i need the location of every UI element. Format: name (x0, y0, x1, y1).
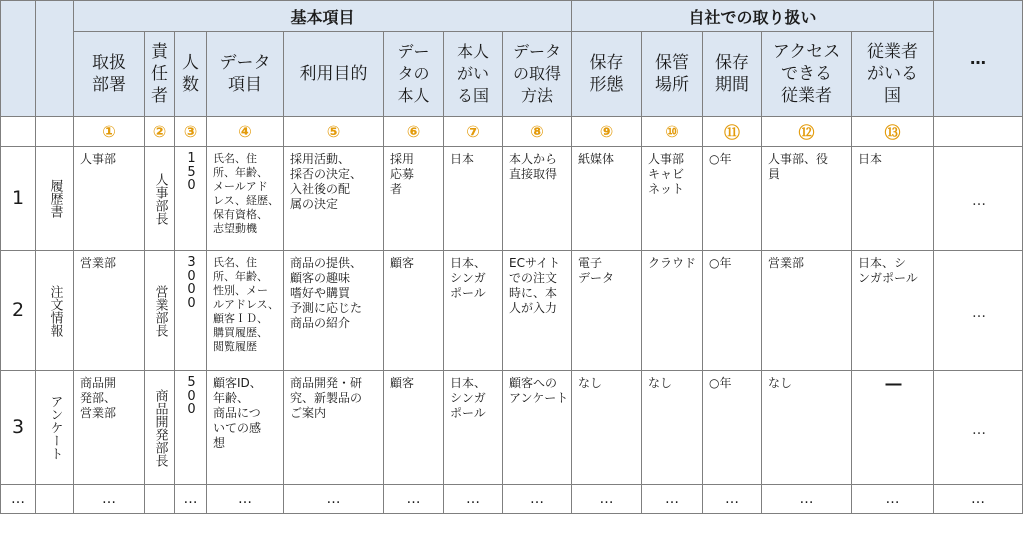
ellipsis-cell: … (852, 485, 934, 514)
col-header-access: アクセス できる 従業者 (762, 32, 852, 117)
more-columns: … (934, 1, 1023, 117)
col-number: ⑨ (572, 117, 642, 147)
cell-emp-country: 日本、シ ンガポール (852, 251, 934, 371)
cell-access: 営業部 (762, 251, 852, 371)
cell-more: … (934, 371, 1023, 485)
cell-dept: 営業部 (74, 251, 145, 371)
col-header-owner: 責 任 者 (145, 32, 175, 117)
column-number-row (1, 117, 1023, 147)
owner-text: 人事部長 (152, 172, 168, 225)
ellipsis-row (1, 485, 1023, 514)
col-number: ⑥ (384, 117, 444, 147)
cell-owner (145, 371, 175, 485)
cell-dept: 人事部 (74, 147, 145, 251)
cell-purpose: 商品開発・研 究、新製品の ご案内 (284, 371, 384, 485)
cell-form: 電子 データ (572, 251, 642, 371)
ellipsis-cell: … (762, 485, 852, 514)
cell-items: 氏名、住 所、年齢、 性別、メー ルアドレス、 顧客ＩＤ、 購買履歴、 閲覧履歴 (207, 251, 284, 371)
corner-cell (1, 1, 36, 117)
col-header-subject: デー タの 本人 (384, 32, 444, 117)
col-number: ⑦ (444, 117, 503, 147)
cell-count: 1 5 0 (175, 147, 207, 251)
ellipsis-cell: … (1, 485, 36, 514)
ellipsis-cell: … (503, 485, 572, 514)
row-name: アンケート (47, 395, 63, 460)
row-name-cell (36, 147, 74, 251)
blank-cell (36, 117, 74, 147)
cell-place: 人事部 キャビ ネット (642, 147, 703, 251)
blank-cell (934, 117, 1023, 147)
cell-emp-country: 日本 (852, 147, 934, 251)
col-number: ② (145, 117, 175, 147)
group-internal-handling: 自社での取り扱い (572, 1, 934, 32)
owner-text: 商品開発部長 (152, 388, 168, 467)
cell-access: 人事部、役 員 (762, 147, 852, 251)
cell-period: ○年 (703, 147, 762, 251)
cell-period: ○年 (703, 251, 762, 371)
cell-method: 顧客への アンケート (503, 371, 572, 485)
cell-more: … (934, 147, 1023, 251)
cell-place: クラウド (642, 251, 703, 371)
ellipsis-cell: … (284, 485, 384, 514)
ellipsis-cell: … (934, 485, 1023, 514)
cell-emp-country: ― (852, 371, 934, 485)
table-row (1, 371, 1023, 485)
column-header-row (1, 32, 1023, 117)
ellipsis-cell (36, 485, 74, 514)
row-name-cell (36, 371, 74, 485)
col-number: ⑧ (503, 117, 572, 147)
cell-purpose: 採用活動、 採否の決定、 入社後の配 属の決定 (284, 147, 384, 251)
cell-more: … (934, 251, 1023, 371)
table-row (1, 251, 1023, 371)
ellipsis-cell: … (703, 485, 762, 514)
col-number: ⑪ (703, 117, 762, 147)
col-header-purpose: 利用目的 (284, 32, 384, 117)
cell-access: なし (762, 371, 852, 485)
cell-form: なし (572, 371, 642, 485)
cell-owner (145, 147, 175, 251)
cell-method: ECサイト での注文 時に、本 人が入力 (503, 251, 572, 371)
cell-country: 日本、 シンガ ポール (444, 371, 503, 485)
cell-form: 紙媒体 (572, 147, 642, 251)
group-header-row (1, 1, 1023, 32)
col-number: ⑫ (762, 117, 852, 147)
row-number: 2 (1, 251, 36, 371)
table-row (1, 147, 1023, 251)
ellipsis-cell (145, 485, 175, 514)
col-number: ③ (175, 117, 207, 147)
cell-items: 氏名、住 所、年齢、 メールアド レス、経歴、 保有資格、 志望動機 (207, 147, 284, 251)
row-number: 1 (1, 147, 36, 251)
ellipsis-cell: … (207, 485, 284, 514)
ellipsis-cell: … (175, 485, 207, 514)
cell-subject: 採用 応募 者 (384, 147, 444, 251)
col-header-method: データ の取得 方法 (503, 32, 572, 117)
cell-method: 本人から 直接取得 (503, 147, 572, 251)
ellipsis-cell: … (642, 485, 703, 514)
blank-cell (1, 117, 36, 147)
col-header-country: 本人 がい る国 (444, 32, 503, 117)
cell-place: なし (642, 371, 703, 485)
cell-country: 日本、 シンガ ポール (444, 251, 503, 371)
col-header-dept: 取扱 部署 (74, 32, 145, 117)
cell-items: 顧客ID、 年齢、 商品につ いての感 想 (207, 371, 284, 485)
cell-country: 日本 (444, 147, 503, 251)
col-header-place: 保管 場所 (642, 32, 703, 117)
col-header-form: 保存 形態 (572, 32, 642, 117)
cell-period: ○年 (703, 371, 762, 485)
ellipsis-cell: … (74, 485, 145, 514)
col-header-count: 人 数 (175, 32, 207, 117)
cell-subject: 顧客 (384, 251, 444, 371)
group-basic-items: 基本項目 (74, 1, 572, 32)
cell-count: 3 0 0 0 (175, 251, 207, 371)
corner-cell (36, 1, 74, 117)
ellipsis-cell: … (444, 485, 503, 514)
ellipsis-cell: … (572, 485, 642, 514)
row-name: 履歴書 (47, 179, 63, 218)
ellipsis-cell: … (384, 485, 444, 514)
owner-text: 営業部長 (152, 284, 168, 337)
row-number: 3 (1, 371, 36, 485)
row-name: 注文情報 (47, 284, 63, 337)
cell-purpose: 商品の提供、 顧客の趣味 嗜好や購買 予測に応じた 商品の紹介 (284, 251, 384, 371)
col-header-emp-country: 従業者 がいる 国 (852, 32, 934, 117)
cell-dept: 商品開 発部、 営業部 (74, 371, 145, 485)
cell-count: 5 0 0 (175, 371, 207, 485)
cell-owner (145, 251, 175, 371)
col-number: ⑬ (852, 117, 934, 147)
col-number: ④ (207, 117, 284, 147)
cell-subject: 顧客 (384, 371, 444, 485)
col-number: ① (74, 117, 145, 147)
col-number: ⑤ (284, 117, 384, 147)
col-header-items: データ 項目 (207, 32, 284, 117)
col-number: ⑩ (642, 117, 703, 147)
col-header-period: 保存 期間 (703, 32, 762, 117)
row-name-cell (36, 251, 74, 371)
